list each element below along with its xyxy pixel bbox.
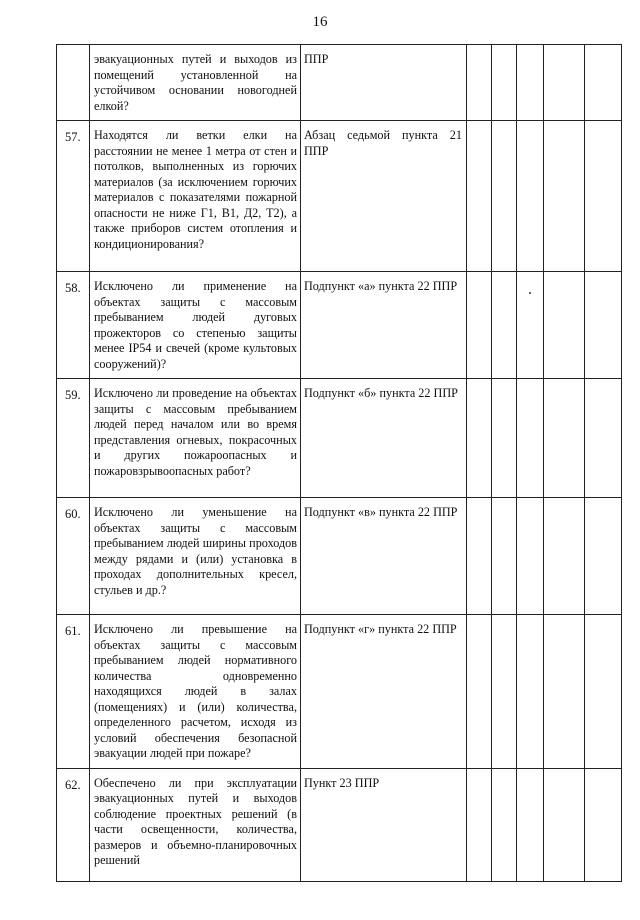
table-row [57,272,622,379]
answer-cell-extra[interactable] [544,768,585,881]
answer-cell-na[interactable] [517,121,544,272]
answer-cell-na[interactable] [517,498,544,615]
answer-cell-extra[interactable] [544,498,585,615]
row-number: 59. [65,388,81,402]
reference-text: Пункт 23 ППР [304,775,380,790]
question-text: Обеспечено ли при эксплуатации эвакуационных путей и выходов соблюдение проектных решений (в части освещенности, количества, размеров и объемно-планировочных решений [94,775,297,867]
reference-text: ППР [304,52,329,66]
checklist-table [56,44,622,882]
answer-cell-no[interactable] [492,272,517,379]
answer-cell-no[interactable] [492,498,517,615]
answer-cell-extra[interactable] [544,121,585,272]
answer-cell-yes[interactable] [467,121,492,272]
answer-cell-yes[interactable] [467,272,492,379]
notes-cell[interactable] [585,498,622,615]
answer-cell-extra[interactable] [544,45,585,121]
notes-cell[interactable] [585,272,622,379]
table-row [57,45,622,121]
notes-cell[interactable] [585,615,622,769]
row-number [57,45,89,54]
answer-cell-no[interactable] [492,45,517,121]
answer-cell-na[interactable] [517,272,544,379]
scan-speck [529,292,531,294]
table-row [57,615,622,769]
notes-cell[interactable] [585,121,622,272]
answer-cell-yes[interactable] [467,768,492,881]
row-number: 60. [65,507,81,521]
notes-cell[interactable] [585,379,622,498]
row-number: 57. [65,130,81,144]
notes-cell[interactable] [585,768,622,881]
question-text: Исключено ли уменьшение на объектах защиты с массовым пребыванием людей ширины проходов между рядами и (или) установка в проходах дополнительных кресел, стульев и др.? [94,505,297,597]
answer-cell-na[interactable] [517,45,544,121]
reference-text: Абзац седьмой пункта 21 ППР [304,128,462,158]
row-number: 58. [65,281,81,295]
answer-cell-extra[interactable] [544,615,585,769]
answer-cell-no[interactable] [492,121,517,272]
table-row [57,768,622,881]
question-text: Исключено ли превышение на объектах защиты с массовым пребыванием людей нормативного количества одновременно находящихся людей в залах (помещениях) и (или) количества, определенного расчетом, исходя из условий обеспечения безопасной эвакуации людей при пожаре? [94,622,297,760]
answer-cell-yes[interactable] [467,379,492,498]
question-text: Находятся ли ветки елки на расстоянии не менее 1 метра от стен и потолков, выполненных из горючих материалов (за исключением горючих материалов с показателями пожарной опасности не ниже Г1, В1, Д2, Т2), а также приборов систем отопления и кондиционирования? [94,128,297,251]
answer-cell-yes[interactable] [467,615,492,769]
answer-cell-no[interactable] [492,615,517,769]
table-row [57,379,622,498]
row-number: 62. [65,777,81,792]
reference-text: Подпункт «г» пункта 22 ППР [304,622,457,636]
answer-cell-yes[interactable] [467,498,492,615]
table-row [57,121,622,272]
answer-cell-extra[interactable] [544,272,585,379]
answer-cell-no[interactable] [492,379,517,498]
answer-cell-extra[interactable] [544,379,585,498]
answer-cell-no[interactable] [492,768,517,881]
answer-cell-na[interactable] [517,768,544,881]
row-number: 61. [65,624,81,638]
page-number: 16 [312,14,328,30]
answer-cell-na[interactable] [517,379,544,498]
question-text: Исключено ли применение на объектах защиты с массовым пребыванием людей дуговых прожекторов со степенью защиты менее IP54 и свечей (кроме культовых сооружений)? [94,279,297,371]
notes-cell[interactable] [585,45,622,121]
table-row [57,498,622,615]
reference-text: Подпункт «б» пункта 22 ППР [304,386,458,400]
answer-cell-yes[interactable] [467,45,492,121]
question-text: Исключено ли проведение на объектах защиты с массовым пребыванием людей перед началом или во время представления огневых, покрасочных и других пожароопасных и пожаровзрывоопасных работ? [94,386,297,478]
reference-text: Подпункт «в» пункта 22 ППР [304,505,458,519]
answer-cell-na[interactable] [517,615,544,769]
question-text: эвакуационных путей и выходов из помещений установленной на устойчивом основании новогодней елкой? [94,52,297,113]
reference-text: Подпункт «а» пункта 22 ППР [304,279,458,293]
